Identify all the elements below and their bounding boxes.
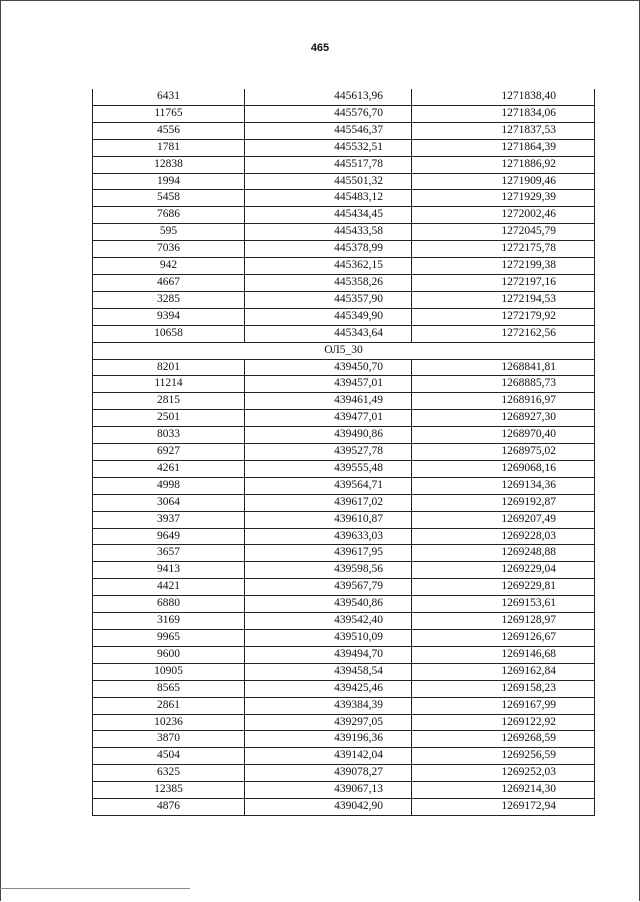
y-coordinate-cell: 1269158,23 — [412, 680, 595, 697]
y-coordinate-cell: 1271834,06 — [412, 105, 595, 122]
x-coordinate-cell: 439540,86 — [245, 596, 412, 613]
table-row — [93, 190, 595, 207]
x-coordinate-cell: 445532,51 — [245, 139, 412, 156]
x-coordinate-cell: 439633,03 — [245, 528, 412, 545]
y-coordinate-cell: 1269167,99 — [412, 697, 595, 714]
table-row — [93, 122, 595, 139]
table-row — [93, 680, 595, 697]
table-row — [93, 765, 595, 782]
scan-edge-line — [0, 888, 190, 889]
point-id-cell: 5458 — [93, 190, 245, 207]
y-coordinate-cell: 1269153,61 — [412, 596, 595, 613]
x-coordinate-cell: 439458,54 — [245, 663, 412, 680]
x-coordinate-cell: 445434,45 — [245, 207, 412, 224]
point-id-cell: 9649 — [93, 528, 245, 545]
point-id-cell: 6927 — [93, 444, 245, 461]
table-row — [93, 105, 595, 122]
point-id-cell: 3285 — [93, 291, 245, 308]
y-coordinate-cell: 1269172,94 — [412, 799, 595, 816]
y-coordinate-cell: 1269256,59 — [412, 748, 595, 765]
table-row — [93, 173, 595, 190]
table-row — [93, 156, 595, 173]
y-coordinate-cell: 1272175,78 — [412, 241, 595, 258]
table-body-top — [93, 89, 595, 342]
point-id-cell: 2861 — [93, 697, 245, 714]
point-id-cell: 6325 — [93, 765, 245, 782]
point-id-cell: 595 — [93, 224, 245, 241]
table-row — [93, 274, 595, 291]
x-coordinate-cell: 439078,27 — [245, 765, 412, 782]
x-coordinate-cell: 445576,70 — [245, 105, 412, 122]
x-coordinate-cell: 439490,86 — [245, 427, 412, 444]
x-coordinate-cell: 439042,90 — [245, 799, 412, 816]
x-coordinate-cell: 445378,99 — [245, 241, 412, 258]
table-row — [93, 224, 595, 241]
point-id-cell: 8565 — [93, 680, 245, 697]
point-id-cell: 11765 — [93, 105, 245, 122]
y-coordinate-cell: 1268927,30 — [412, 410, 595, 427]
y-coordinate-cell: 1271838,40 — [412, 89, 595, 105]
point-id-cell: 3937 — [93, 511, 245, 528]
table-row — [93, 325, 595, 342]
x-coordinate-cell: 445483,12 — [245, 190, 412, 207]
y-coordinate-cell: 1272179,92 — [412, 308, 595, 325]
table-row — [93, 630, 595, 647]
point-id-cell: 7036 — [93, 241, 245, 258]
y-coordinate-cell: 1271864,39 — [412, 139, 595, 156]
table-row — [93, 460, 595, 477]
x-coordinate-cell: 439425,46 — [245, 680, 412, 697]
table-row — [93, 308, 595, 325]
x-coordinate-cell: 439527,78 — [245, 444, 412, 461]
point-id-cell: 10658 — [93, 325, 245, 342]
point-id-cell: 3657 — [93, 545, 245, 562]
table-row — [93, 393, 595, 410]
x-coordinate-cell: 439477,01 — [245, 410, 412, 427]
y-coordinate-cell: 1269192,87 — [412, 494, 595, 511]
x-coordinate-cell: 439450,70 — [245, 359, 412, 376]
point-id-cell: 1994 — [93, 173, 245, 190]
x-coordinate-cell: 445613,96 — [245, 89, 412, 105]
point-id-cell: 9413 — [93, 562, 245, 579]
y-coordinate-cell: 1269128,97 — [412, 613, 595, 630]
point-id-cell: 10905 — [93, 663, 245, 680]
y-coordinate-cell: 1269252,03 — [412, 765, 595, 782]
y-coordinate-cell: 1269248,88 — [412, 545, 595, 562]
x-coordinate-cell: 439542,40 — [245, 613, 412, 630]
y-coordinate-cell: 1271909,46 — [412, 173, 595, 190]
section-header-row — [93, 342, 595, 359]
point-id-cell: 4876 — [93, 799, 245, 816]
point-id-cell: 4261 — [93, 460, 245, 477]
table-row — [93, 494, 595, 511]
y-coordinate-cell: 1269146,68 — [412, 646, 595, 663]
table-row — [93, 562, 595, 579]
table-row — [93, 291, 595, 308]
point-id-cell: 4556 — [93, 122, 245, 139]
point-id-cell: 2501 — [93, 410, 245, 427]
y-coordinate-cell: 1269126,67 — [412, 630, 595, 647]
y-coordinate-cell: 1272199,38 — [412, 258, 595, 275]
point-id-cell: 3169 — [93, 613, 245, 630]
point-id-cell: 8201 — [93, 359, 245, 376]
point-id-cell: 10236 — [93, 714, 245, 731]
point-id-cell: 6880 — [93, 596, 245, 613]
point-id-cell: 4504 — [93, 748, 245, 765]
table-row — [93, 241, 595, 258]
x-coordinate-cell: 439617,95 — [245, 545, 412, 562]
point-id-cell: 12838 — [93, 156, 245, 173]
x-coordinate-cell: 439067,13 — [245, 782, 412, 799]
y-coordinate-cell: 1269162,84 — [412, 663, 595, 680]
x-coordinate-cell: 439617,02 — [245, 494, 412, 511]
table-row — [93, 579, 595, 596]
table-row — [93, 89, 595, 105]
y-coordinate-cell: 1271837,53 — [412, 122, 595, 139]
table-row — [93, 731, 595, 748]
table-row — [93, 697, 595, 714]
table-row — [93, 258, 595, 275]
page-number: 465 — [310, 42, 330, 54]
point-id-cell: 8033 — [93, 427, 245, 444]
point-id-cell: 942 — [93, 258, 245, 275]
table-body-bottom — [93, 359, 595, 815]
y-coordinate-cell: 1272197,16 — [412, 274, 595, 291]
x-coordinate-cell: 439196,36 — [245, 731, 412, 748]
x-coordinate-cell: 439567,79 — [245, 579, 412, 596]
y-coordinate-cell: 1272002,46 — [412, 207, 595, 224]
table-row — [93, 714, 595, 731]
x-coordinate-cell: 445501,32 — [245, 173, 412, 190]
x-coordinate-cell: 445433,58 — [245, 224, 412, 241]
y-coordinate-cell: 1268841,81 — [412, 359, 595, 376]
x-coordinate-cell: 439610,87 — [245, 511, 412, 528]
y-coordinate-cell: 1269268,59 — [412, 731, 595, 748]
table-row — [93, 748, 595, 765]
x-coordinate-cell: 439494,70 — [245, 646, 412, 663]
table-row — [93, 528, 595, 545]
x-coordinate-cell: 445349,90 — [245, 308, 412, 325]
point-id-cell: 9394 — [93, 308, 245, 325]
point-id-cell: 4421 — [93, 579, 245, 596]
section-label: ОЛ5_30 — [93, 342, 595, 359]
table-row — [93, 663, 595, 680]
table-row — [93, 782, 595, 799]
y-coordinate-cell: 1268975,02 — [412, 444, 595, 461]
point-id-cell: 9600 — [93, 646, 245, 663]
x-coordinate-cell: 439598,56 — [245, 562, 412, 579]
table-row — [93, 613, 595, 630]
x-coordinate-cell: 439564,71 — [245, 477, 412, 494]
table-row — [93, 410, 595, 427]
y-coordinate-cell: 1269229,81 — [412, 579, 595, 596]
x-coordinate-cell: 439555,48 — [245, 460, 412, 477]
table-row — [93, 359, 595, 376]
y-coordinate-cell: 1269207,49 — [412, 511, 595, 528]
section-header-group — [93, 342, 595, 359]
table-row — [93, 427, 595, 444]
y-coordinate-cell: 1272194,53 — [412, 291, 595, 308]
x-coordinate-cell: 445358,26 — [245, 274, 412, 291]
y-coordinate-cell: 1269214,30 — [412, 782, 595, 799]
coordinates-table — [92, 89, 595, 816]
point-id-cell: 2815 — [93, 393, 245, 410]
x-coordinate-cell: 439297,05 — [245, 714, 412, 731]
table-row — [93, 646, 595, 663]
x-coordinate-cell: 445357,90 — [245, 291, 412, 308]
table-row — [93, 477, 595, 494]
point-id-cell: 7686 — [93, 207, 245, 224]
x-coordinate-cell: 439384,39 — [245, 697, 412, 714]
x-coordinate-cell: 439510,09 — [245, 630, 412, 647]
x-coordinate-cell: 445546,37 — [245, 122, 412, 139]
point-id-cell: 6431 — [93, 89, 245, 105]
y-coordinate-cell: 1268916,97 — [412, 393, 595, 410]
point-id-cell: 3870 — [93, 731, 245, 748]
table-row — [93, 444, 595, 461]
x-coordinate-cell: 439461,49 — [245, 393, 412, 410]
table-row — [93, 799, 595, 816]
point-id-cell: 4667 — [93, 274, 245, 291]
y-coordinate-cell: 1269134,36 — [412, 477, 595, 494]
y-coordinate-cell: 1269068,16 — [412, 460, 595, 477]
y-coordinate-cell: 1272045,79 — [412, 224, 595, 241]
table-row — [93, 545, 595, 562]
x-coordinate-cell: 439457,01 — [245, 376, 412, 393]
x-coordinate-cell: 439142,04 — [245, 748, 412, 765]
y-coordinate-cell: 1271886,92 — [412, 156, 595, 173]
x-coordinate-cell: 445362,15 — [245, 258, 412, 275]
y-coordinate-cell: 1269229,04 — [412, 562, 595, 579]
x-coordinate-cell: 445517,78 — [245, 156, 412, 173]
table-row — [93, 376, 595, 393]
point-id-cell: 12385 — [93, 782, 245, 799]
table-row — [93, 596, 595, 613]
point-id-cell: 11214 — [93, 376, 245, 393]
table-row — [93, 207, 595, 224]
y-coordinate-cell: 1272162,56 — [412, 325, 595, 342]
table-row — [93, 511, 595, 528]
y-coordinate-cell: 1268885,73 — [412, 376, 595, 393]
point-id-cell: 1781 — [93, 139, 245, 156]
x-coordinate-cell: 445343,64 — [245, 325, 412, 342]
y-coordinate-cell: 1269228,03 — [412, 528, 595, 545]
point-id-cell: 9965 — [93, 630, 245, 647]
table-row — [93, 139, 595, 156]
point-id-cell: 3064 — [93, 494, 245, 511]
y-coordinate-cell: 1269122,92 — [412, 714, 595, 731]
point-id-cell: 4998 — [93, 477, 245, 494]
y-coordinate-cell: 1268970,40 — [412, 427, 595, 444]
y-coordinate-cell: 1271929,39 — [412, 190, 595, 207]
